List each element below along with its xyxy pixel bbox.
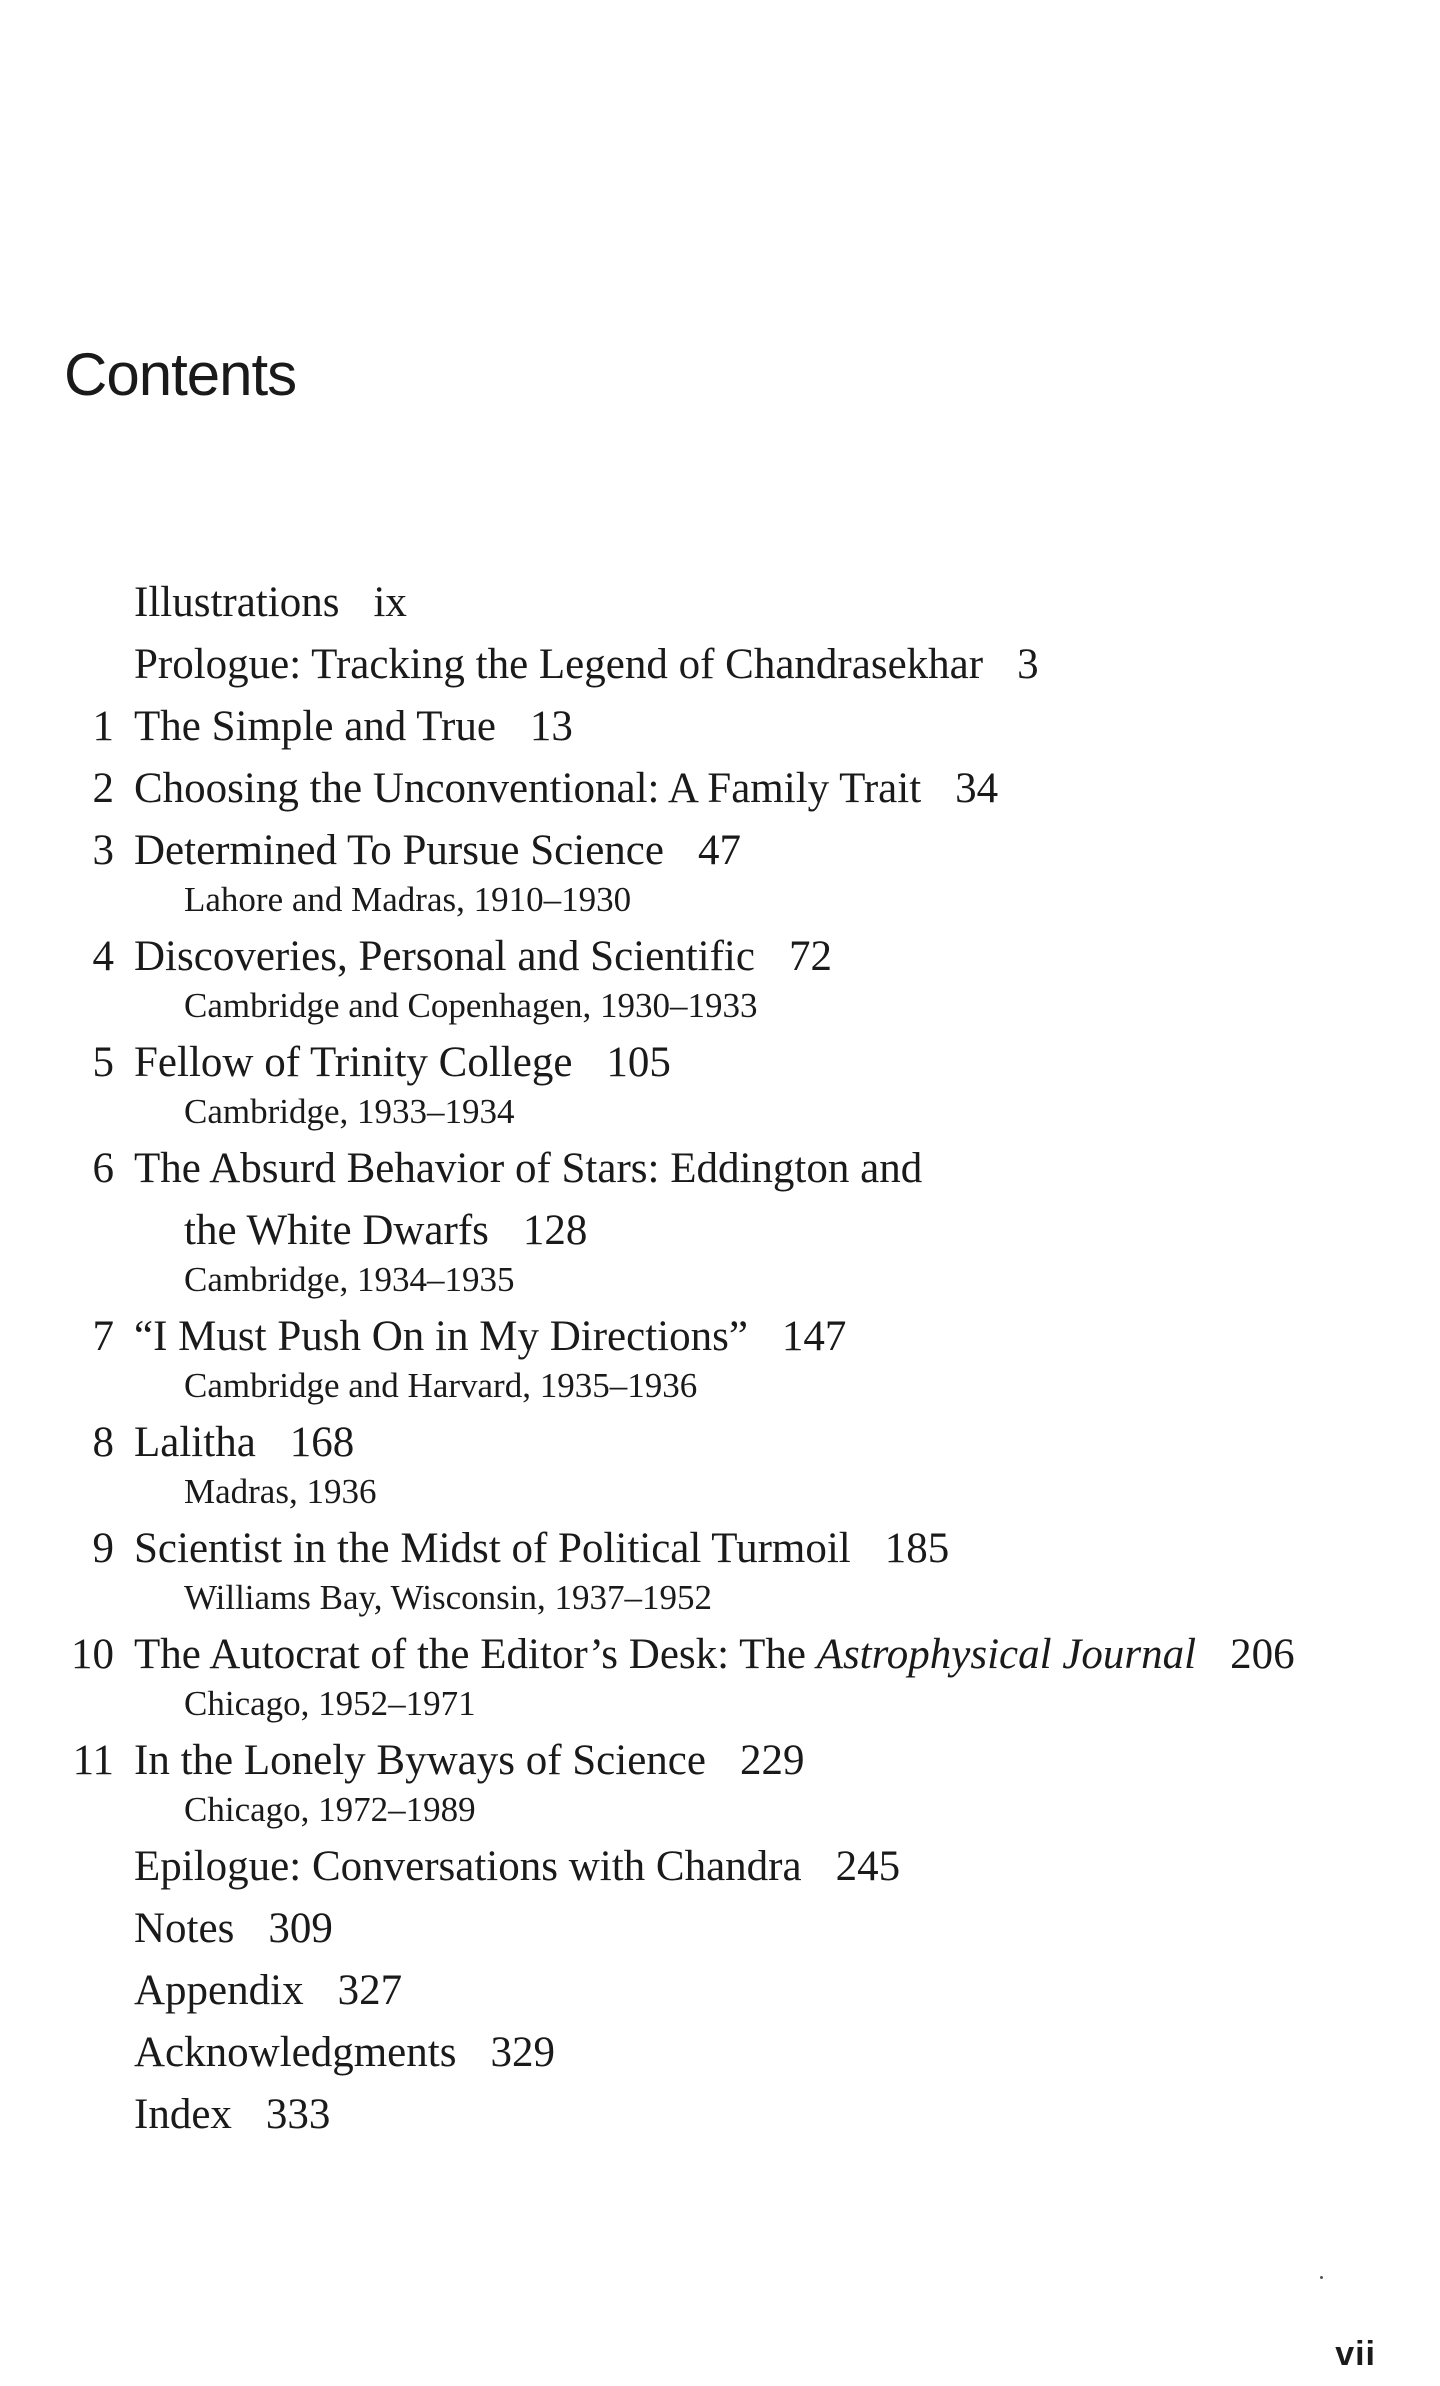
- chapter-number: 1: [92, 703, 114, 750]
- entry-title: The Autocrat of the Editor’s Desk: The: [134, 1631, 817, 1678]
- toc-entry[interactable]: [0, 1836, 1440, 1898]
- entry-title: Scientist in the Midst of Political Turmoil: [134, 1525, 851, 1572]
- page-reference: 147: [781, 1313, 847, 1360]
- toc-entry[interactable]: [0, 1898, 1440, 1960]
- entry-title-continued: the White Dwarfs: [184, 1207, 489, 1254]
- entry-title-line: [134, 1960, 1440, 2022]
- toc-entry[interactable]: [0, 1960, 1440, 2022]
- chapter-number: 11: [72, 1737, 114, 1784]
- entry-title-line: [134, 2084, 1440, 2146]
- entry-title: Notes: [134, 1905, 235, 1952]
- entry-title: Lalitha: [134, 1419, 256, 1466]
- entry-title-line: [134, 1730, 1440, 1792]
- entry-title-line: [134, 696, 1440, 758]
- entry-title-italic: Astrophysical Journal: [816, 1631, 1197, 1678]
- page-reference: 168: [289, 1419, 355, 1466]
- chapter-number: 2: [92, 765, 114, 812]
- page-reference: 229: [739, 1737, 805, 1784]
- stray-mark: [1320, 2276, 1323, 2279]
- chapter-number: 10: [71, 1631, 114, 1678]
- entry-title-line: [134, 1898, 1440, 1960]
- toc-entry[interactable]: [0, 1032, 1440, 1136]
- toc-entry[interactable]: [0, 634, 1440, 696]
- entry-subtitle: Cambridge, 1934–1935: [184, 1260, 515, 1299]
- toc-entry[interactable]: [0, 2022, 1440, 2084]
- page-reference: 333: [265, 2091, 331, 2138]
- table-of-contents: [0, 572, 1440, 2146]
- entry-title: Index: [134, 2091, 232, 2138]
- page-reference: 3: [1017, 641, 1039, 688]
- chapter-number: 7: [92, 1313, 114, 1360]
- entry-title-line: [134, 1836, 1440, 1898]
- entry-subtitle: Chicago, 1952–1971: [184, 1684, 476, 1723]
- toc-entry[interactable]: [0, 1624, 1440, 1728]
- entry-title-line: [134, 1412, 1440, 1474]
- entry-title: Appendix: [134, 1967, 304, 2014]
- entry-title: In the Lonely Byways of Science: [134, 1737, 706, 1784]
- entry-title: The Simple and True: [134, 703, 496, 750]
- entry-title-line: [134, 926, 1440, 988]
- page-reference: 245: [835, 1843, 901, 1890]
- page-reference: 105: [606, 1039, 671, 1086]
- toc-entry[interactable]: [0, 820, 1440, 924]
- entry-title: Fellow of Trinity College: [134, 1039, 573, 1086]
- page-reference: 128: [522, 1207, 588, 1254]
- entry-title: Determined To Pursue Science: [134, 827, 664, 874]
- entry-title: Epilogue: Conversations with Chandra: [134, 1843, 802, 1890]
- toc-entry[interactable]: [0, 572, 1440, 634]
- page-reference: 185: [884, 1525, 950, 1572]
- chapter-number: 6: [92, 1145, 114, 1192]
- entry-title-line: [134, 1032, 1440, 1094]
- page-reference: 34: [955, 765, 999, 812]
- chapter-number: 4: [92, 933, 114, 980]
- entry-title-line: [134, 2022, 1440, 2084]
- page-reference: 206: [1230, 1631, 1295, 1678]
- toc-entry[interactable]: [0, 1306, 1440, 1410]
- entry-title-line: [134, 634, 1440, 696]
- entry-title: Discoveries, Personal and Scientific: [134, 933, 755, 980]
- chapter-number: 5: [92, 1039, 114, 1086]
- page-reference: 329: [490, 2029, 555, 2076]
- chapter-number: 3: [92, 827, 114, 874]
- entry-subtitle: Cambridge, 1933–1934: [184, 1092, 515, 1131]
- entry-title: Choosing the Unconventional: A Family Trait: [134, 765, 922, 812]
- entry-subtitle: Cambridge and Copenhagen, 1930–1933: [184, 986, 758, 1025]
- entry-title: “I Must Push On in My Directions”: [134, 1313, 748, 1360]
- entry-title: Acknowledgments: [134, 2029, 457, 2076]
- entry-title-line: [134, 1624, 1440, 1686]
- toc-entry[interactable]: [0, 2084, 1440, 2146]
- toc-entry[interactable]: [0, 1730, 1440, 1834]
- entry-title-line: [134, 758, 1440, 820]
- entry-subtitle: Madras, 1936: [184, 1472, 377, 1511]
- entry-subtitle: Cambridge and Harvard, 1935–1936: [184, 1366, 698, 1405]
- page-reference: 72: [788, 933, 832, 980]
- page-title: Contents: [64, 341, 297, 408]
- toc-entry[interactable]: [0, 696, 1440, 758]
- toc-entry[interactable]: [0, 758, 1440, 820]
- entry-title: The Absurd Behavior of Stars: Eddington and: [134, 1145, 923, 1192]
- chapter-number: 9: [92, 1525, 114, 1572]
- entry-title-line: [134, 572, 1440, 634]
- toc-entry[interactable]: [0, 1138, 1440, 1304]
- chapter-number: 8: [92, 1419, 114, 1466]
- page-reference: 47: [697, 827, 741, 874]
- page-reference: ix: [373, 579, 407, 626]
- entry-title-line: [134, 1306, 1440, 1368]
- entry-title: Illustrations: [134, 579, 340, 626]
- entry-subtitle: Lahore and Madras, 1910–1930: [184, 880, 632, 919]
- toc-entry[interactable]: [0, 926, 1440, 1030]
- page-reference: 309: [268, 1905, 333, 1952]
- entry-title: Prologue: Tracking the Legend of Chandrasekhar: [134, 641, 984, 688]
- entry-title-line: [134, 1518, 1440, 1580]
- toc-entry[interactable]: [0, 1518, 1440, 1622]
- page-reference: 327: [337, 1967, 403, 2014]
- page-reference: 13: [529, 703, 573, 750]
- entry-title-line: [134, 1138, 1440, 1200]
- toc-entry[interactable]: [0, 1412, 1440, 1516]
- entry-title-line: [134, 820, 1440, 882]
- entry-subtitle: Chicago, 1972–1989: [184, 1790, 476, 1829]
- entry-subtitle: Williams Bay, Wisconsin, 1937–1952: [184, 1578, 712, 1617]
- entry-title-line-continued: [184, 1200, 1440, 1262]
- page-number: vii: [1335, 2335, 1376, 2373]
